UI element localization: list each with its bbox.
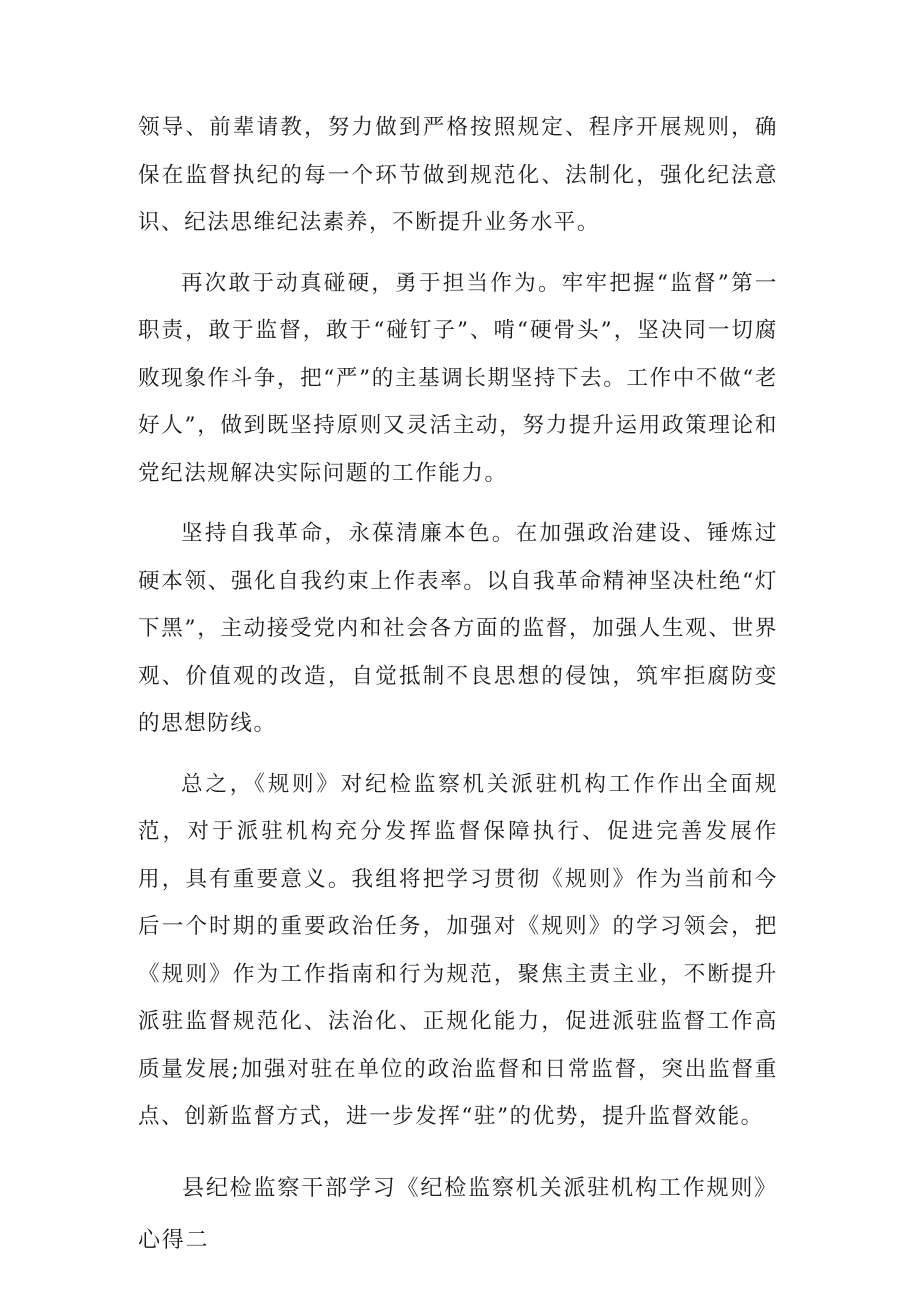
paragraph-self-revolution: 坚持自我革命，永葆清廉本色。在加强政治建设、锤炼过硬本领、强化自我约束上作表率。以自我革命精神坚决杜绝“灯下黑”，主动接受党内和社会各方面的监督，加强人生观、世界观、价值观的改造，自觉抵制不良思想的侵蚀，筑牢拒腐防变的思想防线。: [138, 521, 778, 736]
document-body: [138, 104, 778, 1280]
section-heading: 县纪检监察干部学习《纪检监察机关派驻机构工作规则》心得二: [138, 1175, 778, 1253]
paragraph-continued: 领导、前辈请教，努力做到严格按照规定、程序开展规则，确保在监督执纪的每一个环节做到规范化、法制化，强化纪法意识、纪法思维纪法素养，不断提升业务水平。: [138, 115, 778, 235]
paragraph-courage: 再次敢于动真碰硬，勇于担当作为。牢牢把握“监督”第一职责，敢于监督，敢于“碰钉子”、啃“硬骨头”，坚决同一切腐败现象作斗争，把“严”的主基调长期坚持下去。工作中不做“老好人”，做到既坚持原则又灵活主动，努力提升运用政策理论和党纪法规解决实际问题的工作能力。: [138, 270, 778, 486]
paragraph-conclusion: 总之，《规则》对纪检监察机关派驻机构工作作出全面规范，对于派驻机构充分发挥监督保障执行、促进完善发展作用，具有重要意义。我组将把学习贯彻《规则》作为当前和今后一个时期的重要政治任务，加强对《规则》的学习领会，把《规则》作为工作指南和行为规范，聚焦主责主业，不断提升派驻监督规范化、法治化、正规化能力，促进派驻监督工作高质量发展;加强对驻在单位的政治监督和日常监督，突出监督重点、创新监督方式，进一步发挥“驻”的优势，提升监督效能。: [138, 771, 778, 1129]
